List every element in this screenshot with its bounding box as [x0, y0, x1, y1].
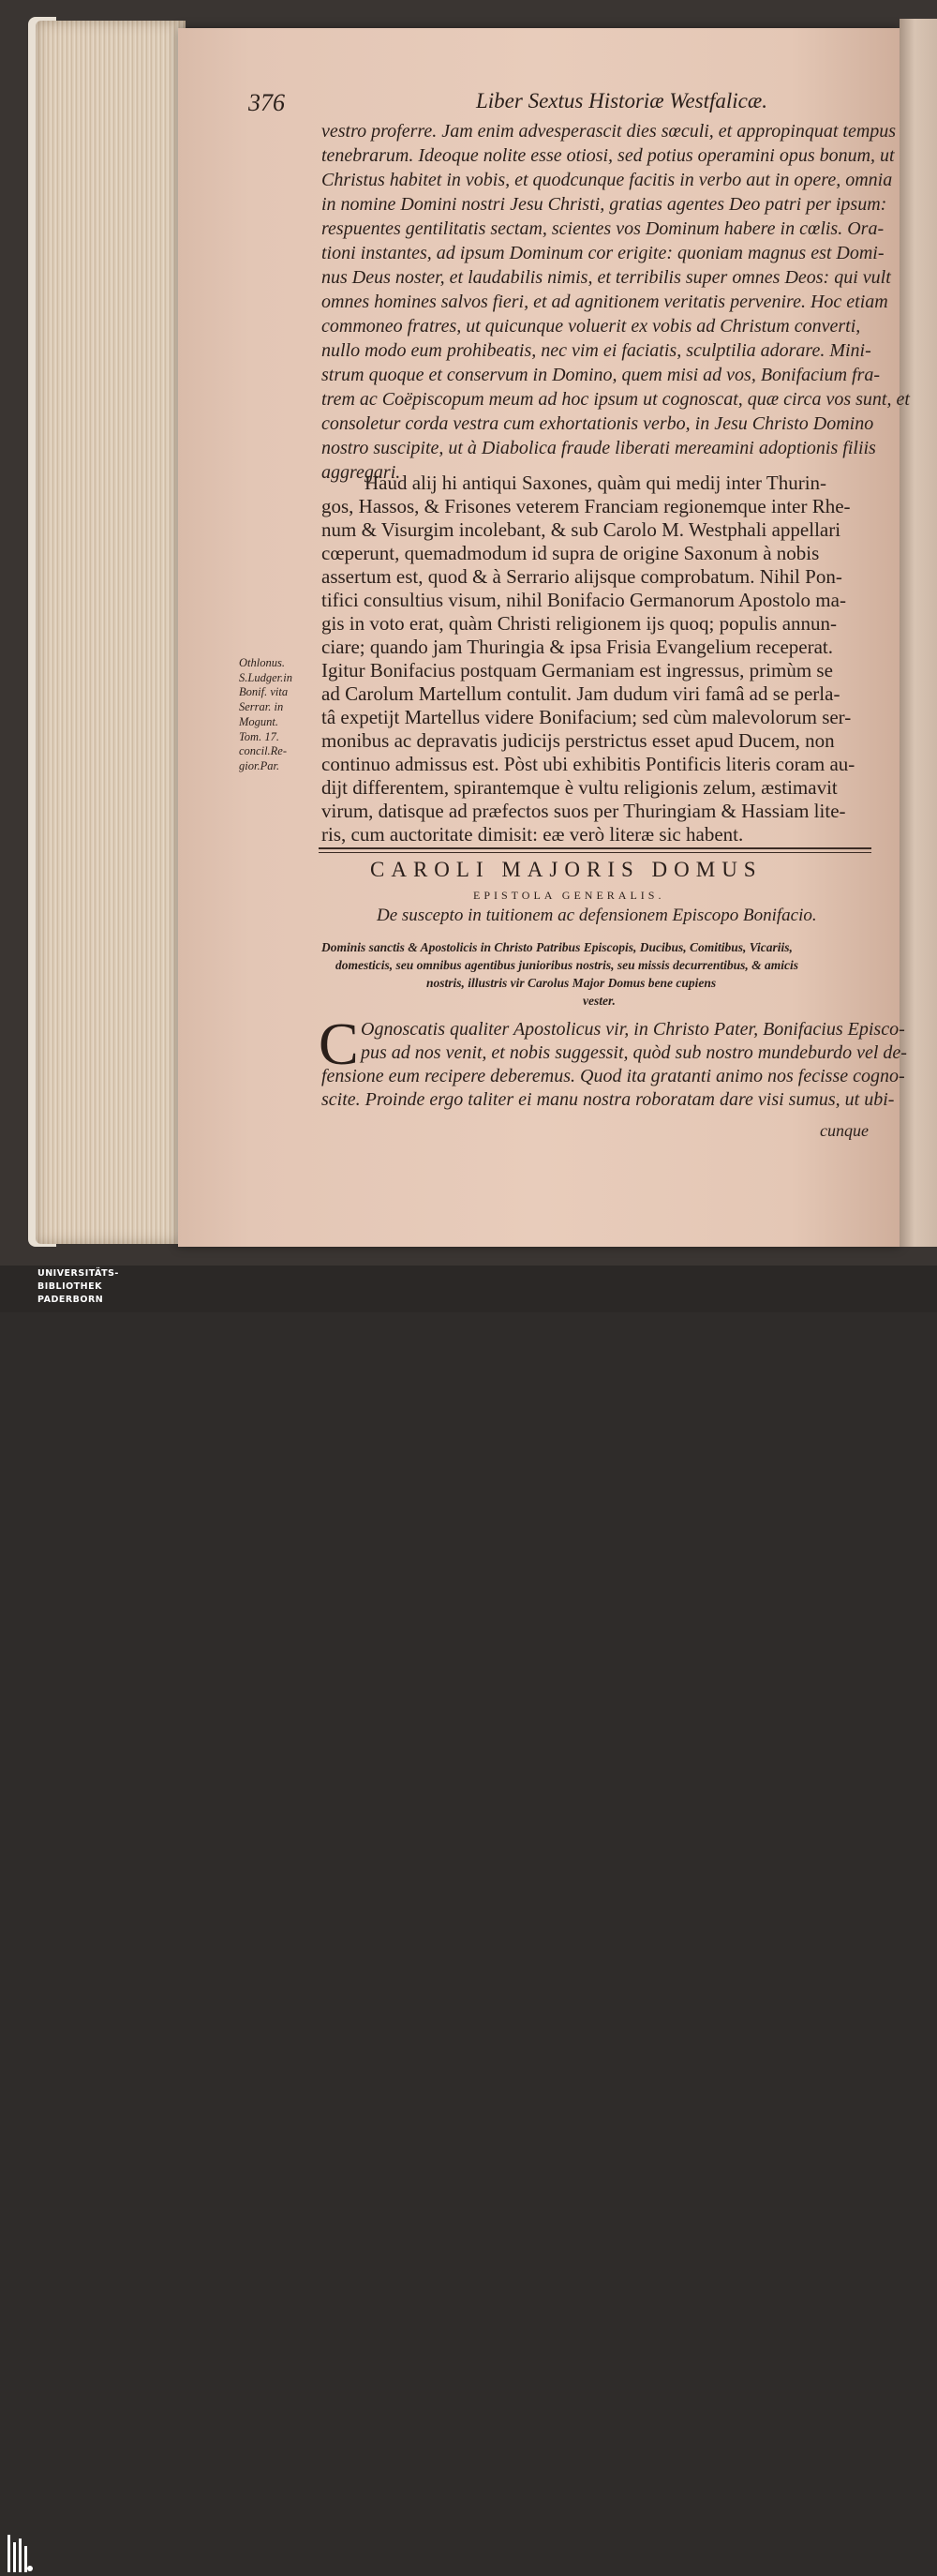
letter-line: in nomine Domini nostri Jesu Christi, gratias agentes Deo patri per ipsum: — [321, 194, 887, 215]
letter-line: tioni instantes, ad ipsum Dominum cor erigite: quoniam magnus est Domi- — [321, 243, 885, 263]
page-stack-edges — [36, 21, 186, 1244]
margin-line: concil.Re- — [239, 744, 288, 758]
paragraph-line: assertum est, quod & à Serrario alijsque comprobatum. Nihil Pon- — [321, 565, 842, 588]
letter-line: trem ac Coëpiscopum meum ad hoc ipsum ut cognoscat, quæ circa vos sunt, et — [321, 389, 910, 410]
paragraph-line: dijt differentem, spirantemque è vultu religionis zelum, æstimavit — [321, 776, 838, 799]
letter-line: nus Deus noster, et laudabilis nimis, et terribilis super omnes Deos: qui vult — [321, 267, 891, 288]
letter-line: nullo modo eum prohibeatis, nec vim ei faciatis, sculptilia adorare. Mini- — [321, 340, 871, 361]
drop-capital: C — [319, 1011, 359, 1077]
paragraph-line: cœperunt, quemadmodum id supra de origine Saxonum à nobis — [321, 542, 820, 564]
library-footer — [0, 1266, 937, 1312]
letter-line: consoletur corda vestra cum exhortationis verbo, in Jesu Christo Domino — [321, 413, 874, 434]
catchword: cunque — [820, 1121, 869, 1140]
section-rule-thin — [319, 852, 871, 853]
margin-line: Serrar. in — [239, 700, 284, 714]
paragraph-line: ad Carolum Martellum contulit. Jam dudum viri famâ ad se perla- — [321, 682, 840, 705]
address-line: nostris, illustris vir Carolus Major Domus bene cupiens — [426, 976, 717, 990]
paragraph-line: continuo admissus est. Pòst ubi exhibitis Pontificis literis coram au- — [321, 753, 855, 775]
paragraph-line: gis in voto erat, quàm Christi religionem ijs quoq; populis annun- — [321, 612, 838, 635]
paragraph-line: ris, cum auctoritate dimisit: eæ verò literæ sic habent. — [321, 823, 744, 846]
address-line: domesticis, seu omnibus agentibus junioribus nostris, seu missis decurrentibus, & amicis — [335, 958, 798, 972]
margin-line: Mogunt. — [239, 714, 279, 728]
section-subtitle: De suscepto in tuitionem ac defensionem Episcopo Bonifacio. — [377, 906, 817, 925]
closing-line: pus ad nos venit, et nobis suggessit, quòd sub nostro mundeburdo vel de- — [361, 1042, 907, 1063]
closing-line: Ognoscatis qualiter Apostolicus vir, in Christo Pater, Bonifacius Episco- — [361, 1019, 905, 1040]
library-logo-icon — [6, 2533, 34, 2576]
margin-line: S.Ludger.in — [239, 670, 292, 684]
letter-line: strum quoque et conservum in Domino, quem misi ad vos, Bonifacium fra- — [321, 365, 881, 385]
paragraph-line: virum, datisque ad præfectos suos per Thuringiam & Hassiam lite- — [321, 800, 846, 822]
address-line: vester. — [583, 994, 616, 1008]
section-subtitle-caps: EPISTOLA GENERALIS. — [473, 889, 665, 902]
closing-line: scite. Proinde ergo taliter ei manu nostra roboratam dare visi sumus, ut ubi- — [321, 1089, 895, 1110]
margin-citation — [239, 656, 323, 774]
page-number: 376 — [248, 89, 285, 116]
logo-text-line: PADERBORN — [37, 1295, 104, 1305]
letter-line: vestro proferre. Jam enim advesperascit dies sœculi, et appropinquat tempus — [321, 121, 897, 142]
address-line: Dominis sanctis & Apostolicis in Christo Patribus Episcopis, Ducibus, Comitibus, Vicariis, — [321, 940, 793, 954]
letter-line: commoneo fratres, ut quicunque voluerit ex vobis ad Christum converti, — [321, 316, 861, 337]
letter-line: aggregari. — [321, 462, 401, 483]
letter-line: tenebrarum. Ideoque nolite esse otiosi, sed potius operamini opus bonum, ut — [321, 145, 895, 166]
section-title: CAROLI MAJORIS DOMUS — [370, 858, 763, 881]
margin-line: gior.Par. — [239, 758, 280, 772]
logo-text-line: UNIVERSITÄTS- — [37, 1268, 119, 1279]
book-scan — [0, 0, 937, 1266]
paragraph-line: monibus ac depravatis judicijs perstrictus esset apud Ducem, non — [321, 729, 835, 752]
running-title: Liber Sextus Historiæ Westfalicæ. — [476, 89, 767, 112]
letter-line: omnes homines salvos fieri, et ad agnitionem veritatis pervenire. Hoc etiam — [321, 292, 888, 312]
logo-text-line: BIBLIOTHEK — [37, 1281, 102, 1292]
letter-line: respuentes gentilitatis sectam, scientes vos Dominum habere in cœlis. Ora- — [321, 218, 885, 239]
paragraph-line: tifici consultius visum, nihil Bonifacio Germanorum Apostolo ma- — [321, 589, 846, 611]
paragraph-line: tâ expetijt Martellus videre Bonifacium; sed cùm malevolorum ser- — [321, 706, 852, 728]
letter-line: Christus habitet in vobis, et quodcunque facitis in verbo aut in opere, omnia — [321, 170, 893, 190]
closing-line: fensione eum recipere deberemus. Quod ita gratanti animo nos fecisse cogno- — [321, 1066, 905, 1086]
paragraph-line: Igitur Bonifacius postquam Germaniam est ingressus, primùm se — [321, 659, 833, 681]
letter-line: nostro suscipite, ut à Diabolica fraude liberati mereamini adoptionis filiis — [321, 438, 876, 458]
margin-line: Tom. 17. — [239, 729, 279, 743]
paragraph-line: Haud alij hi antiqui Saxones, quàm qui medij inter Thurin- — [364, 472, 827, 494]
margin-line: Bonif. vita — [239, 685, 289, 699]
paragraph-line: gos, Hassos, & Frisones veterem Franciam regionemque inter Rhe- — [321, 495, 851, 517]
margin-line: Othlonus. — [239, 656, 285, 669]
paragraph-line: ciare; quando jam Thuringia & ipsa Frisia Evangelium receperat. — [321, 636, 834, 658]
paragraph-line: num & Visurgim incolebant, & sub Carolo M. Westphali appellari — [321, 518, 841, 541]
section-rule — [319, 847, 871, 849]
